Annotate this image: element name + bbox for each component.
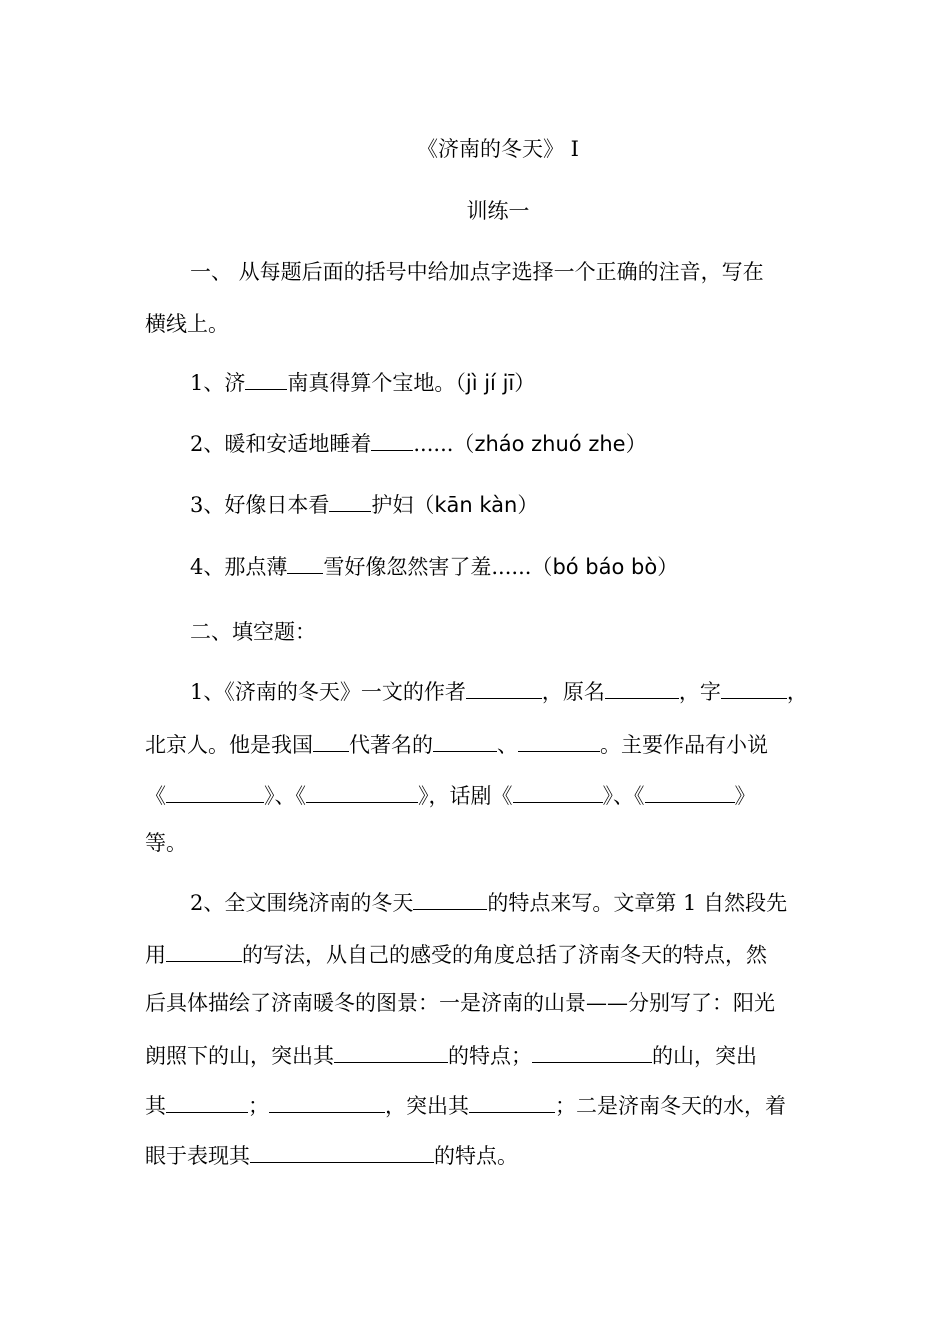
answer-blank[interactable] [433,729,497,752]
q-text: 的山，突出 [652,1044,757,1068]
q-text: 1、济 [190,371,246,395]
answer-blank[interactable] [721,676,787,699]
q-text: 代著名的 [349,733,433,757]
question-2-1-line2 [145,729,768,759]
q-text: 《 [145,784,166,808]
q-text: 2、暖和安适地睡着 [190,432,372,456]
answer-blank[interactable] [645,780,735,803]
question-2-2-line3: 后具体描绘了济南暖冬的图景：一是济南的山景——分别写了：阳光 [145,991,775,1015]
answer-blank[interactable] [166,780,264,803]
answer-blank[interactable] [250,1140,434,1163]
q-text: ，字 [678,680,721,704]
question-2-1-line1 [190,676,808,706]
q-text: 4、那点薄 [190,555,288,579]
answer-blank[interactable] [269,1090,385,1113]
q-text: 用 [145,943,166,967]
section2-heading: 二、填空题： [190,620,316,644]
q-text: 雪好像忽然害了羞......（ [323,555,553,579]
question-2-2-line1 [190,887,787,917]
section1-heading: 一、 从每题后面的括号中给加点字选择一个正确的注音，写在 [190,260,764,284]
q-text: ， [786,680,808,704]
question-1-2 [190,428,647,458]
question-2-2-line6 [145,1140,518,1170]
q-text: 。主要作品有小说 [600,733,768,757]
q-text: 3、好像日本看 [190,493,330,517]
q-text: ） [625,432,647,456]
question-2-1-line4: 等。 [145,831,187,855]
question-2-1-line3 [145,780,756,810]
answer-blank[interactable] [513,780,603,803]
q-text: 的特点。 [434,1144,518,1168]
answer-blank[interactable] [466,676,542,699]
q-text: 眼于表现其 [145,1144,250,1168]
answer-blank[interactable] [306,780,418,803]
q-text: 》，话剧《 [418,784,513,808]
q-text: ；二是济南冬天的水，着 [555,1094,786,1118]
question-2-2-line4 [145,1040,757,1070]
question-1-4 [190,551,678,581]
q-text: ，原名 [541,680,605,704]
document-subtitle: 训练一 [466,199,530,223]
answer-blank[interactable] [313,729,349,752]
answer-blank[interactable] [605,676,679,699]
answer-blank[interactable] [371,428,413,451]
pinyin-options: jì jí jī [465,371,515,395]
q-text: 》 [734,784,756,808]
document-title: 《济南的冬天》 Ⅰ [417,137,579,161]
pinyin-options: kān kàn [434,493,518,517]
answer-blank[interactable] [329,489,371,512]
q-text: 》、《 [602,784,645,808]
q-text: 北京人。他是我国 [145,733,313,757]
q-text: ......（ [413,432,475,456]
q-text: ，突出其 [385,1094,469,1118]
pinyin-options: bó báo bò [552,555,658,579]
question-2-2-line5 [145,1090,786,1120]
answer-blank[interactable] [166,1090,248,1113]
q-text: 其 [145,1094,166,1118]
q-text: 的写法，从自己的感受的角度总括了济南冬天的特点，然 [242,943,767,967]
question-1-3 [190,489,538,519]
pinyin-options: zháo zhuó zhe [474,432,626,456]
answer-blank[interactable] [245,367,287,390]
q-text: ） [657,555,679,579]
question-2-2-line2 [145,939,767,969]
q-text: 2、全文围绕济南的冬天 [190,891,414,915]
answer-blank[interactable] [334,1040,448,1063]
answer-blank[interactable] [469,1090,555,1113]
q-text: 、 [497,733,518,757]
answer-blank[interactable] [287,551,323,574]
q-text: 南真得算个宝地。（ [287,371,466,395]
q-text: ） [514,371,536,395]
answer-blank[interactable] [166,939,242,962]
q-text: 朗照下的山，突出其 [145,1044,334,1068]
answer-blank[interactable] [413,887,487,910]
q-text: 》、《 [264,784,306,808]
q-text: ； [248,1094,269,1118]
answer-blank[interactable] [532,1040,652,1063]
q-text: 的特点； [448,1044,532,1068]
question-1-1 [190,367,535,397]
q-text: 的特点来写。文章第 1 自然段先 [487,891,788,915]
q-text: ） [517,493,539,517]
q-text: 1、《济南的冬天》一文的作者 [190,680,466,704]
answer-blank[interactable] [518,729,600,752]
section1-heading-cont: 横线上。 [145,312,229,336]
q-text: 护妇（ [371,493,435,517]
